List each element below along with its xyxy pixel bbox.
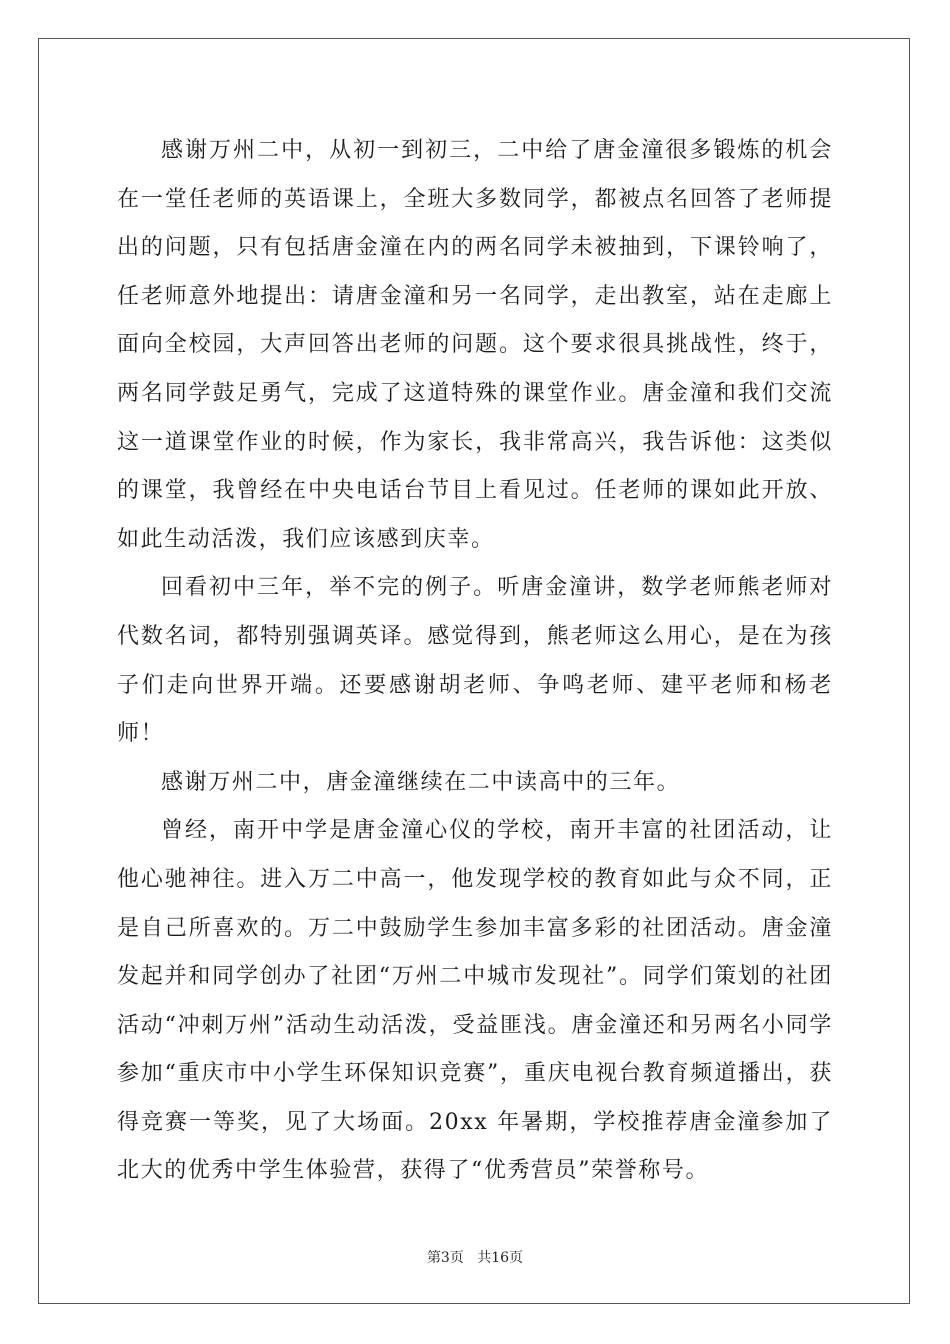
footer-gap	[464, 1250, 477, 1266]
total-pages: 共16页	[477, 1250, 524, 1266]
page-number: 第3页	[426, 1250, 464, 1266]
document-body	[117, 127, 833, 1196]
paragraph-4: 曾经，南开中学是唐金潼心仪的学校，南开丰富的社团活动，让他心驰神往。进入万二中高一，他发现学校的教育如此与众不同，正是自己所喜欢的。万二中鼓励学生参加丰富多彩的社团活动。唐金潼发起并和同学创办了社团“万州二中城市发现社”。同学们策划的社团活动“冲刺万州”活动生动活泼，受益匪浅。唐金潼还和另两名小同学参加“重庆市中小学生环保知识竞赛”，重庆电视台教育频道播出，获得竞赛一等奖，见了大场面。20xx 年暑期，学校推荐唐金潼参加了北大的优秀中学生体验营，获得了“优秀营员”荣誉称号。	[117, 818, 833, 1184]
page-footer	[0, 1247, 950, 1267]
paragraph-2: 回看初中三年，举不完的例子。听唐金潼讲，数学老师熊老师对代数名词，都特别强调英译。感觉得到，熊老师这么用心，是在为孩子们走向世界开端。还要感谢胡老师、争鸣老师、建平老师和杨老师！	[117, 575, 833, 747]
paragraph-3: 感谢万州二中，唐金潼继续在二中读高中的三年。	[161, 769, 681, 795]
paragraph-1: 感谢万州二中，从初一到初三，二中给了唐金潼很多锻炼的机会在一堂任老师的英语课上，全班大多数同学，都被点名回答了老师提出的问题，只有包括唐金潼在内的两名同学未被抽到，下课铃响了，任老师意外地提出：请唐金潼和另一名同学，走出教室，站在走廊上面向全校园，大声回答出老师的问题。这个要求很具挑战性，终于，两名同学鼓足勇气，完成了这道特殊的课堂作业。唐金潼和我们交流这一道课堂作业的时候，作为家长，我非常高兴，我告诉他：这类似的课堂，我曾经在中央电话台节目上看见过。任老师的课如此开放、如此生动活泼，我们应该感到庆幸。	[117, 138, 833, 552]
